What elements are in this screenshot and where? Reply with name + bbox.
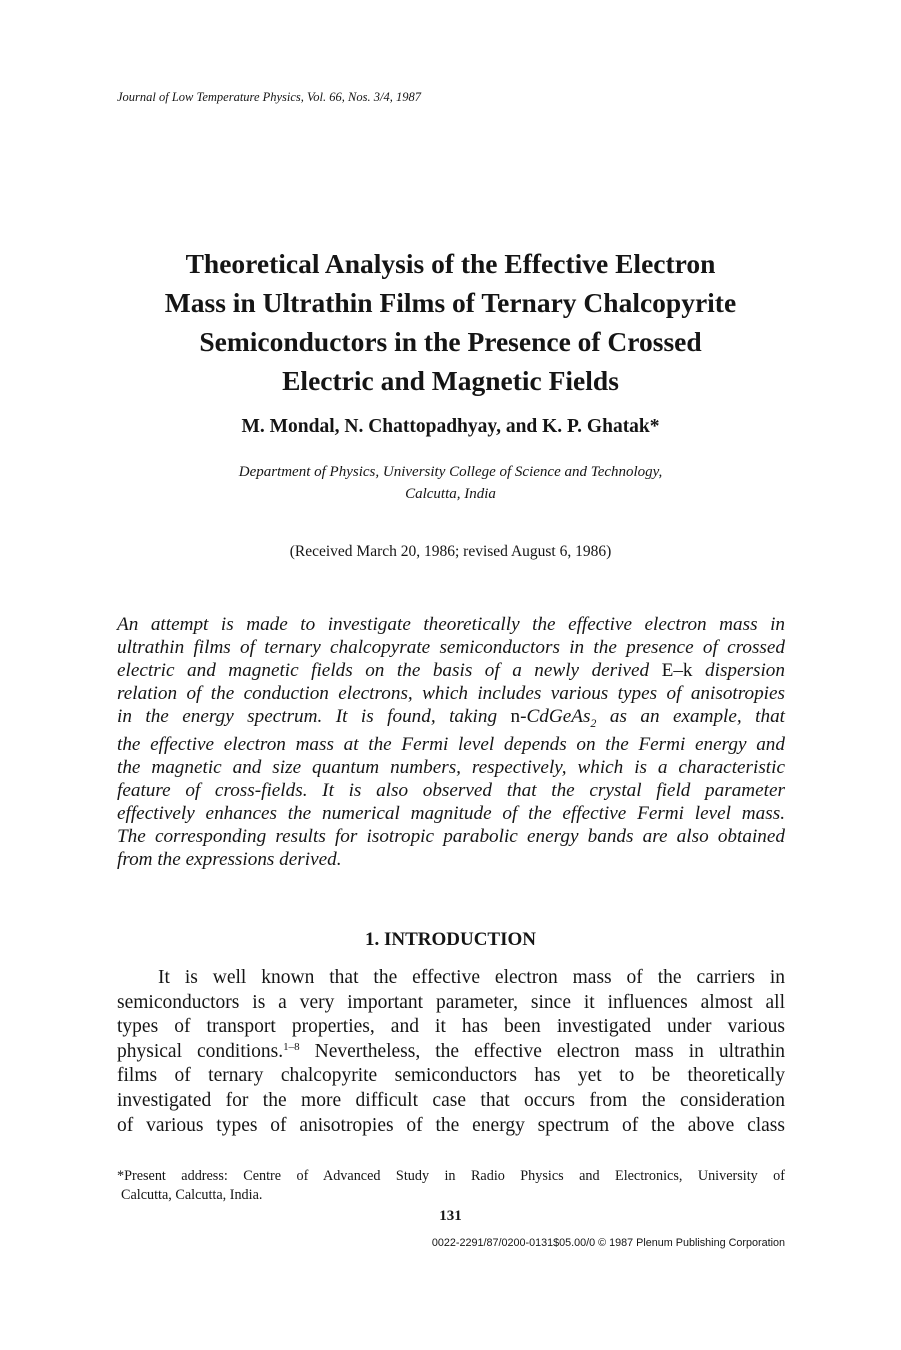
body-text-segment: physical conditions. bbox=[117, 1040, 284, 1062]
abstract-line: ultrathin films of ternary chalcopyrate semiconductors in the presence of crossed bbox=[117, 636, 785, 658]
footnote-line: *Present address: Centre of Advanced Study in Radio Physics and Electronics, University of bbox=[117, 1168, 785, 1184]
page-number: 131 bbox=[439, 1208, 462, 1224]
compound-formula: CdGeAs bbox=[526, 705, 591, 727]
abstract-line: effectively enhances the numerical magnitude of the effective Fermi level mass. bbox=[117, 803, 785, 825]
body-line: films of ternary chalcopyrite semiconductors has yet to be theoretically bbox=[117, 1065, 785, 1087]
abstract-text: in the energy spectrum. It is found, taking bbox=[117, 705, 498, 727]
abstract-line: The corresponding results for isotropic parabolic energy bands are also obtained bbox=[117, 825, 785, 847]
copyright-line: 0022-2291/87/0200-0131$05.00/0 © 1987 Plenum Publishing Corporation bbox=[431, 1237, 785, 1249]
abstract-line: relation of the conduction electrons, which includes various types of anisotropies bbox=[117, 682, 785, 704]
author-list: M. Mondal, N. Chattopadhyay, and K. P. Ghatak* bbox=[241, 416, 660, 437]
abstract-text: electric and magnetic fields on the basis of a newly derived bbox=[117, 659, 650, 681]
ek-symbol: E–k bbox=[661, 659, 693, 681]
received-dates: (Received March 20, 1986; revised August 6, 1986) bbox=[289, 543, 612, 560]
abstract-line: from the expressions derived. bbox=[117, 848, 342, 870]
body-line: investigated for the more difficult case that occurs from the consideration bbox=[117, 1089, 785, 1111]
abstract-line: feature of cross-fields. It is also observed that the crystal field parameter bbox=[117, 780, 785, 802]
abstract-line: the effective electron mass at the Fermi level depends on the Fermi energy and bbox=[117, 734, 785, 756]
abstract-line: An attempt is made to investigate theoretically the effective electron mass in bbox=[117, 614, 785, 635]
section-heading: 1. INTRODUCTION bbox=[364, 929, 537, 950]
affiliation bbox=[80, 461, 821, 505]
paper-title bbox=[80, 244, 821, 400]
title-line: Electric and Magnetic Fields bbox=[282, 365, 619, 396]
formula-subscript: 2 bbox=[590, 715, 597, 730]
n-type-prefix: n- bbox=[510, 705, 527, 727]
body-line: semiconductors is a very important parameter, since it influences almost all bbox=[117, 991, 785, 1013]
abstract-text: as an example, that bbox=[609, 705, 785, 727]
body-text-segment: Nevertheless, the effective electron mass in ultrathin bbox=[299, 1040, 785, 1062]
affiliation-line: Calcutta, India bbox=[405, 486, 496, 502]
citation-superscript: 1–8 bbox=[283, 1040, 300, 1053]
footnote-line: Calcutta, Calcutta, India. bbox=[121, 1186, 263, 1203]
affiliation-line: Department of Physics, University College of Science and Technology, bbox=[238, 464, 663, 480]
body-text bbox=[117, 966, 785, 1138]
abstract-line bbox=[117, 660, 785, 683]
body-line: types of transport properties, and it has been investigated under various bbox=[117, 1016, 785, 1038]
footnote bbox=[117, 1167, 785, 1204]
abstract-line bbox=[117, 706, 785, 735]
abstract-line: the magnetic and size quantum numbers, respectively, which is a characteristic bbox=[117, 757, 785, 779]
abstract-text: dispersion bbox=[705, 659, 785, 681]
title-line: Mass in Ultrathin Films of Ternary Chalcopyrite bbox=[164, 287, 737, 318]
body-line: of various types of anisotropies of the energy spectrum of the above class bbox=[117, 1114, 785, 1136]
abstract bbox=[117, 614, 785, 872]
body-line: It is well known that the effective electron mass of the carriers in bbox=[158, 967, 785, 988]
body-line bbox=[117, 1040, 785, 1065]
journal-citation: Journal of Low Temperature Physics, Vol. 66, Nos. 3/4, 1987 bbox=[117, 90, 421, 104]
title-line: Theoretical Analysis of the Effective Electron bbox=[185, 248, 716, 279]
title-line: Semiconductors in the Presence of Crossed bbox=[199, 326, 702, 357]
